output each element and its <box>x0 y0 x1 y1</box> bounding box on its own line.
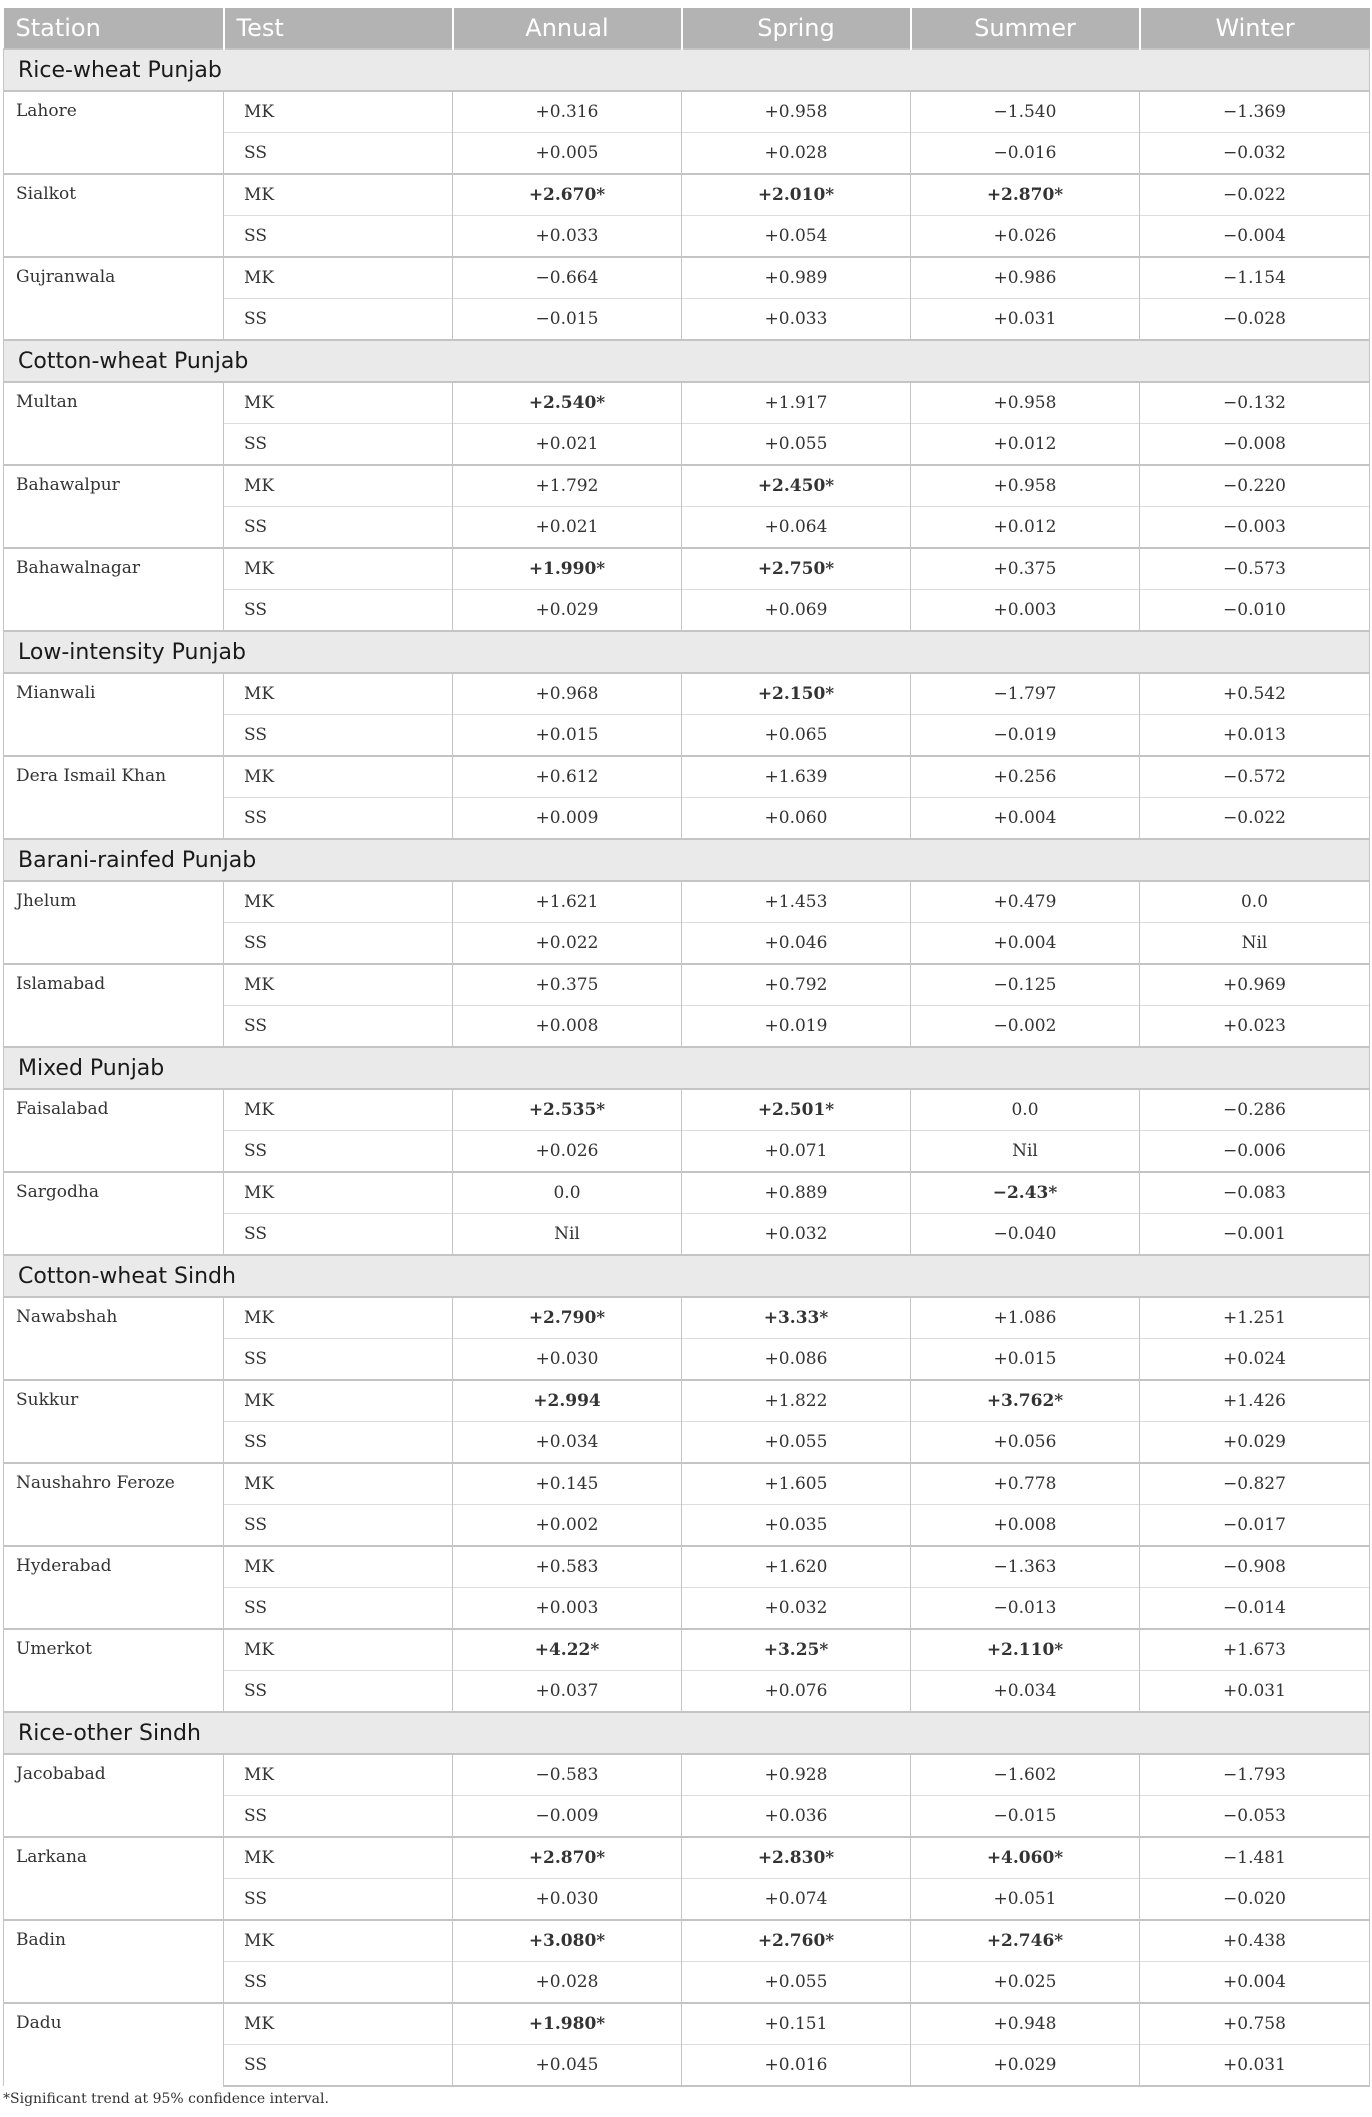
group-row <box>4 631 1370 673</box>
station-name: Umerkot <box>4 1629 224 1712</box>
summer-value: −0.125 <box>911 964 1140 1006</box>
test-type: SS <box>224 1006 453 1048</box>
annual-value: −0.664 <box>453 257 682 299</box>
table-row <box>4 1920 1370 1962</box>
test-type: SS <box>224 1131 453 1173</box>
annual-value: +0.030 <box>453 1879 682 1921</box>
spring-value: +1.917 <box>682 382 911 424</box>
annual-value: +3.080* <box>453 1920 682 1962</box>
winter-value: −0.032 <box>1140 133 1370 175</box>
winter-value: +0.438 <box>1140 1920 1370 1962</box>
summer-value: +0.958 <box>911 382 1140 424</box>
test-type: SS <box>224 216 453 258</box>
test-type: MK <box>224 257 453 299</box>
winter-value: −0.572 <box>1140 756 1370 798</box>
spring-value: +0.055 <box>682 424 911 466</box>
annual-value: +2.994 <box>453 1380 682 1422</box>
summer-value: −0.016 <box>911 133 1140 175</box>
spring-value: +0.046 <box>682 923 911 965</box>
station-name: Bahawalnagar <box>4 548 224 631</box>
test-type: SS <box>224 1588 453 1630</box>
winter-value: −0.083 <box>1140 1172 1370 1214</box>
test-type: MK <box>224 2003 453 2045</box>
summer-value: +0.034 <box>911 1671 1140 1713</box>
group-label: Low-intensity Punjab <box>4 631 1370 673</box>
winter-value: −1.154 <box>1140 257 1370 299</box>
table-body <box>4 49 1370 2086</box>
annual-value: +0.030 <box>453 1339 682 1381</box>
test-type: SS <box>224 923 453 965</box>
summer-value: +0.012 <box>911 424 1140 466</box>
spring-value: +3.33* <box>682 1297 911 1339</box>
test-type: SS <box>224 1962 453 2004</box>
spring-value: +0.074 <box>682 1879 911 1921</box>
annual-value: +0.021 <box>453 424 682 466</box>
spring-value: +0.035 <box>682 1505 911 1547</box>
annual-value: +0.021 <box>453 507 682 549</box>
summer-value: +2.110* <box>911 1629 1140 1671</box>
summer-value: +0.479 <box>911 881 1140 923</box>
test-type: MK <box>224 964 453 1006</box>
summer-value: −1.540 <box>911 91 1140 133</box>
annual-value: −0.015 <box>453 299 682 341</box>
summer-value: −0.040 <box>911 1214 1140 1256</box>
table-header <box>4 8 1370 49</box>
test-type: SS <box>224 424 453 466</box>
annual-value: +0.375 <box>453 964 682 1006</box>
test-type: MK <box>224 1920 453 1962</box>
summer-value: +0.026 <box>911 216 1140 258</box>
spring-value: +0.019 <box>682 1006 911 1048</box>
summer-value: +1.086 <box>911 1297 1140 1339</box>
header-test: Test <box>224 8 453 49</box>
winter-value: −0.053 <box>1140 1796 1370 1838</box>
spring-value: +0.889 <box>682 1172 911 1214</box>
test-type: SS <box>224 798 453 840</box>
spring-value: +0.151 <box>682 2003 911 2045</box>
winter-value: −1.369 <box>1140 91 1370 133</box>
header-annual: Annual <box>453 8 682 49</box>
summer-value: −1.363 <box>911 1546 1140 1588</box>
spring-value: +2.501* <box>682 1089 911 1131</box>
spring-value: +0.055 <box>682 1962 911 2004</box>
spring-value: +0.958 <box>682 91 911 133</box>
station-name: Dadu <box>4 2003 224 2086</box>
test-type: MK <box>224 881 453 923</box>
winter-value: −0.908 <box>1140 1546 1370 1588</box>
table-row <box>4 257 1370 299</box>
spring-value: +3.25* <box>682 1629 911 1671</box>
winter-value: −0.004 <box>1140 216 1370 258</box>
group-row <box>4 1255 1370 1297</box>
spring-value: +1.620 <box>682 1546 911 1588</box>
spring-value: +0.055 <box>682 1422 911 1464</box>
summer-value: +0.051 <box>911 1879 1140 1921</box>
header-winter: Winter <box>1140 8 1370 49</box>
winter-value: −0.028 <box>1140 299 1370 341</box>
annual-value: +1.980* <box>453 2003 682 2045</box>
annual-value: +0.026 <box>453 1131 682 1173</box>
summer-value: 0.0 <box>911 1089 1140 1131</box>
spring-value: +2.830* <box>682 1837 911 1879</box>
station-name: Sialkot <box>4 174 224 257</box>
trend-table <box>3 8 1370 2087</box>
group-row <box>4 1712 1370 1754</box>
spring-value: +0.032 <box>682 1588 911 1630</box>
table-row <box>4 1546 1370 1588</box>
summer-value: +0.025 <box>911 1962 1140 2004</box>
spring-value: +0.054 <box>682 216 911 258</box>
annual-value: +0.002 <box>453 1505 682 1547</box>
winter-value: +0.969 <box>1140 964 1370 1006</box>
annual-value: +0.009 <box>453 798 682 840</box>
header-spring: Spring <box>682 8 911 49</box>
table-row <box>4 2003 1370 2045</box>
summer-value: −1.797 <box>911 673 1140 715</box>
spring-value: +0.989 <box>682 257 911 299</box>
annual-value: +0.316 <box>453 91 682 133</box>
winter-value: −0.827 <box>1140 1463 1370 1505</box>
winter-value: −0.010 <box>1140 590 1370 632</box>
station-name: Hyderabad <box>4 1546 224 1629</box>
spring-value: +0.064 <box>682 507 911 549</box>
summer-value: +0.031 <box>911 299 1140 341</box>
test-type: MK <box>224 1629 453 1671</box>
annual-value: +1.792 <box>453 465 682 507</box>
test-type: MK <box>224 1546 453 1588</box>
spring-value: +0.086 <box>682 1339 911 1381</box>
station-name: Islamabad <box>4 964 224 1047</box>
annual-value: +0.968 <box>453 673 682 715</box>
group-label: Cotton-wheat Punjab <box>4 340 1370 382</box>
winter-value: +0.029 <box>1140 1422 1370 1464</box>
table-row <box>4 1463 1370 1505</box>
annual-value: +0.145 <box>453 1463 682 1505</box>
winter-value: −0.003 <box>1140 507 1370 549</box>
summer-value: −2.43* <box>911 1172 1140 1214</box>
summer-value: +2.870* <box>911 174 1140 216</box>
annual-value: +2.535* <box>453 1089 682 1131</box>
spring-value: +0.016 <box>682 2045 911 2087</box>
spring-value: +0.928 <box>682 1754 911 1796</box>
annual-value: +0.583 <box>453 1546 682 1588</box>
winter-value: −0.008 <box>1140 424 1370 466</box>
test-type: MK <box>224 673 453 715</box>
winter-value: −0.132 <box>1140 382 1370 424</box>
summer-value: +0.256 <box>911 756 1140 798</box>
table-row <box>4 881 1370 923</box>
summer-value: +0.778 <box>911 1463 1140 1505</box>
spring-value: +0.792 <box>682 964 911 1006</box>
summer-value: +0.986 <box>911 257 1140 299</box>
winter-value: −0.014 <box>1140 1588 1370 1630</box>
winter-value: −0.001 <box>1140 1214 1370 1256</box>
test-type: MK <box>224 91 453 133</box>
station-name: Jhelum <box>4 881 224 964</box>
station-name: Mianwali <box>4 673 224 756</box>
test-type: SS <box>224 507 453 549</box>
trend-table-container <box>3 8 1369 2087</box>
station-name: Sargodha <box>4 1172 224 1255</box>
winter-value: −0.022 <box>1140 174 1370 216</box>
test-type: SS <box>224 1796 453 1838</box>
winter-value: −0.573 <box>1140 548 1370 590</box>
summer-value: +0.029 <box>911 2045 1140 2087</box>
winter-value: 0.0 <box>1140 881 1370 923</box>
test-type: MK <box>224 174 453 216</box>
test-type: MK <box>224 382 453 424</box>
station-name: Larkana <box>4 1837 224 1920</box>
spring-value: +0.071 <box>682 1131 911 1173</box>
spring-value: +0.076 <box>682 1671 911 1713</box>
winter-value: Nil <box>1140 923 1370 965</box>
spring-value: +1.605 <box>682 1463 911 1505</box>
annual-value: 0.0 <box>453 1172 682 1214</box>
footnote: *Significant trend at 95% confidence interval. <box>3 2091 329 2107</box>
test-type: SS <box>224 1422 453 1464</box>
annual-value: +0.005 <box>453 133 682 175</box>
station-name: Naushahro Feroze <box>4 1463 224 1546</box>
winter-value: +0.024 <box>1140 1339 1370 1381</box>
annual-value: +1.621 <box>453 881 682 923</box>
spring-value: +1.822 <box>682 1380 911 1422</box>
annual-value: +0.612 <box>453 756 682 798</box>
summer-value: −0.013 <box>911 1588 1140 1630</box>
winter-value: +1.251 <box>1140 1297 1370 1339</box>
annual-value: Nil <box>453 1214 682 1256</box>
spring-value: +0.036 <box>682 1796 911 1838</box>
summer-value: +0.375 <box>911 548 1140 590</box>
spring-value: +2.760* <box>682 1920 911 1962</box>
winter-value: +0.031 <box>1140 2045 1370 2087</box>
test-type: MK <box>224 465 453 507</box>
summer-value: −0.019 <box>911 715 1140 757</box>
table-row <box>4 1754 1370 1796</box>
test-type: SS <box>224 1505 453 1547</box>
test-type: MK <box>224 1463 453 1505</box>
table-row <box>4 1629 1370 1671</box>
winter-value: −0.020 <box>1140 1879 1370 1921</box>
table-row <box>4 1172 1370 1214</box>
annual-value: +4.22* <box>453 1629 682 1671</box>
test-type: SS <box>224 133 453 175</box>
station-name: Dera Ismail Khan <box>4 756 224 839</box>
summer-value: +0.004 <box>911 798 1140 840</box>
test-type: MK <box>224 1172 453 1214</box>
test-type: SS <box>224 1879 453 1921</box>
test-type: SS <box>224 715 453 757</box>
station-name: Multan <box>4 382 224 465</box>
table-row <box>4 1089 1370 1131</box>
winter-value: +0.758 <box>1140 2003 1370 2045</box>
test-type: SS <box>224 1339 453 1381</box>
group-label: Mixed Punjab <box>4 1047 1370 1089</box>
station-name: Gujranwala <box>4 257 224 340</box>
spring-value: +2.150* <box>682 673 911 715</box>
annual-value: +0.029 <box>453 590 682 632</box>
winter-value: −1.481 <box>1140 1837 1370 1879</box>
winter-value: +0.542 <box>1140 673 1370 715</box>
annual-value: +2.670* <box>453 174 682 216</box>
winter-value: −0.022 <box>1140 798 1370 840</box>
spring-value: +2.750* <box>682 548 911 590</box>
summer-value: +0.056 <box>911 1422 1140 1464</box>
summer-value: +0.958 <box>911 465 1140 507</box>
group-row <box>4 1047 1370 1089</box>
annual-value: +2.540* <box>453 382 682 424</box>
test-type: MK <box>224 548 453 590</box>
test-type: MK <box>224 1380 453 1422</box>
header-summer: Summer <box>911 8 1140 49</box>
summer-value: −1.602 <box>911 1754 1140 1796</box>
spring-value: +0.065 <box>682 715 911 757</box>
test-type: SS <box>224 1671 453 1713</box>
winter-value: +1.673 <box>1140 1629 1370 1671</box>
annual-value: +1.990* <box>453 548 682 590</box>
station-name: Lahore <box>4 91 224 174</box>
annual-value: +0.015 <box>453 715 682 757</box>
group-label: Rice-other Sindh <box>4 1712 1370 1754</box>
spring-value: +1.453 <box>682 881 911 923</box>
annual-value: +2.790* <box>453 1297 682 1339</box>
table-row <box>4 91 1370 133</box>
spring-value: +0.060 <box>682 798 911 840</box>
table-row <box>4 1380 1370 1422</box>
station-name: Bahawalpur <box>4 465 224 548</box>
group-label: Cotton-wheat Sindh <box>4 1255 1370 1297</box>
station-name: Badin <box>4 1920 224 2003</box>
spring-value: +0.032 <box>682 1214 911 1256</box>
header-row <box>4 8 1370 49</box>
summer-value: +0.012 <box>911 507 1140 549</box>
spring-value: +1.639 <box>682 756 911 798</box>
summer-value: −0.002 <box>911 1006 1140 1048</box>
summer-value: Nil <box>911 1131 1140 1173</box>
annual-value: +0.037 <box>453 1671 682 1713</box>
summer-value: +0.003 <box>911 590 1140 632</box>
test-type: SS <box>224 299 453 341</box>
table-row <box>4 174 1370 216</box>
winter-value: −0.220 <box>1140 465 1370 507</box>
station-name: Sukkur <box>4 1380 224 1463</box>
group-row <box>4 340 1370 382</box>
station-name: Jacobabad <box>4 1754 224 1837</box>
test-type: MK <box>224 1754 453 1796</box>
test-type: MK <box>224 756 453 798</box>
annual-value: +0.034 <box>453 1422 682 1464</box>
winter-value: +0.004 <box>1140 1962 1370 2004</box>
winter-value: +0.023 <box>1140 1006 1370 1048</box>
annual-value: −0.583 <box>453 1754 682 1796</box>
table-row <box>4 964 1370 1006</box>
summer-value: +0.004 <box>911 923 1140 965</box>
summer-value: −0.015 <box>911 1796 1140 1838</box>
station-name: Faisalabad <box>4 1089 224 1172</box>
annual-value: +2.870* <box>453 1837 682 1879</box>
station-name: Nawabshah <box>4 1297 224 1380</box>
table-row <box>4 548 1370 590</box>
spring-value: +0.033 <box>682 299 911 341</box>
test-type: SS <box>224 2045 453 2087</box>
winter-value: +0.013 <box>1140 715 1370 757</box>
group-row <box>4 49 1370 91</box>
annual-value: +0.008 <box>453 1006 682 1048</box>
header-station: Station <box>4 8 224 49</box>
group-label: Rice-wheat Punjab <box>4 49 1370 91</box>
table-row <box>4 673 1370 715</box>
winter-value: −0.006 <box>1140 1131 1370 1173</box>
test-type: SS <box>224 590 453 632</box>
annual-value: −0.009 <box>453 1796 682 1838</box>
test-type: MK <box>224 1837 453 1879</box>
group-label: Barani-rainfed Punjab <box>4 839 1370 881</box>
summer-value: +4.060* <box>911 1837 1140 1879</box>
spring-value: +2.010* <box>682 174 911 216</box>
spring-value: +0.028 <box>682 133 911 175</box>
annual-value: +0.022 <box>453 923 682 965</box>
summer-value: +0.008 <box>911 1505 1140 1547</box>
winter-value: −0.286 <box>1140 1089 1370 1131</box>
summer-value: +0.015 <box>911 1339 1140 1381</box>
winter-value: −1.793 <box>1140 1754 1370 1796</box>
winter-value: −0.017 <box>1140 1505 1370 1547</box>
table-row <box>4 1837 1370 1879</box>
test-type: SS <box>224 1214 453 1256</box>
annual-value: +0.028 <box>453 1962 682 2004</box>
winter-value: +0.031 <box>1140 1671 1370 1713</box>
spring-value: +2.450* <box>682 465 911 507</box>
summer-value: +3.762* <box>911 1380 1140 1422</box>
table-row <box>4 382 1370 424</box>
spring-value: +0.069 <box>682 590 911 632</box>
summer-value: +2.746* <box>911 1920 1140 1962</box>
test-type: MK <box>224 1297 453 1339</box>
test-type: MK <box>224 1089 453 1131</box>
winter-value: +1.426 <box>1140 1380 1370 1422</box>
annual-value: +0.045 <box>453 2045 682 2087</box>
summer-value: +0.948 <box>911 2003 1140 2045</box>
table-row <box>4 756 1370 798</box>
annual-value: +0.003 <box>453 1588 682 1630</box>
annual-value: +0.033 <box>453 216 682 258</box>
table-row <box>4 1297 1370 1339</box>
table-row <box>4 465 1370 507</box>
group-row <box>4 839 1370 881</box>
